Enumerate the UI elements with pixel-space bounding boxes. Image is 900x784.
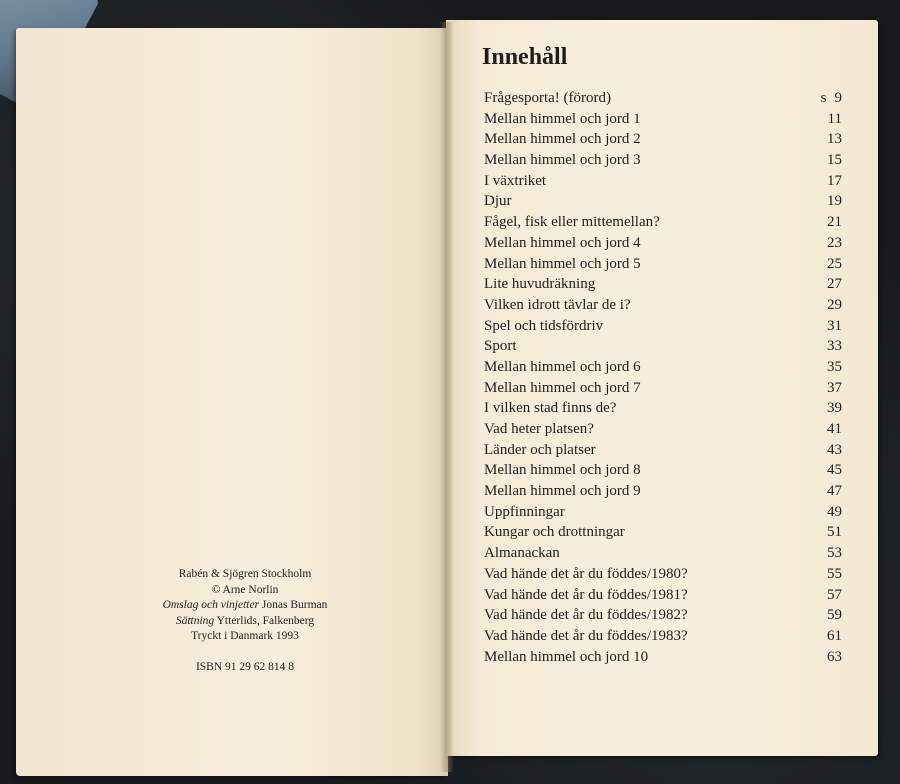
toc-entry-page: [827, 524, 842, 541]
publisher-line: Rabén & Sjögren Stockholm: [178, 568, 312, 580]
toc-page-number: 11: [827, 110, 842, 127]
toc-entry-title: Länder och platser: [484, 441, 596, 458]
toc-page-number: 55: [827, 565, 842, 582]
toc-entry: [484, 524, 842, 545]
typesetting-name: Ytterlids, Falkenberg: [216, 614, 315, 627]
toc-page-number: 21: [827, 214, 842, 231]
toc-entry-title: Mellan himmel och jord 4: [484, 234, 641, 251]
imprint-block: [120, 567, 370, 675]
toc-entry: [484, 152, 842, 173]
toc-title: Innehåll: [482, 44, 568, 70]
typesetting-line: [120, 614, 370, 630]
toc-entry-title: Fågel, fisk eller mittemellan?: [484, 214, 660, 231]
toc-entry-title: Vad hände det år du föddes/1981?: [484, 586, 688, 603]
toc-entry: [484, 421, 842, 442]
toc-entry: [484, 297, 842, 318]
toc-list: [484, 90, 842, 669]
toc-page-number: 13: [827, 131, 842, 148]
isbn-line: ISBN 91 29 62 814 8: [195, 660, 295, 673]
toc-entry: [484, 276, 842, 297]
toc-entry-page: [827, 483, 842, 500]
toc-entry: [484, 235, 842, 256]
toc-page-number: 9: [834, 90, 842, 106]
toc-entry-page: [827, 587, 842, 604]
toc-entry-title: Vad heter platsen?: [484, 421, 594, 437]
toc-entry-page: [827, 297, 842, 314]
toc-entry-page: [821, 90, 842, 107]
toc-entry: [484, 587, 842, 608]
toc-entry: [484, 131, 842, 152]
toc-entry-title: Djur: [484, 193, 512, 210]
toc-entry-title: Almanackan: [484, 545, 560, 562]
toc-entry-page: [827, 214, 842, 231]
toc-entry: [484, 545, 842, 566]
toc-page-number: 47: [827, 483, 842, 500]
toc-entry: [484, 483, 842, 504]
toc-entry: [484, 566, 842, 587]
toc-entry: [484, 338, 842, 359]
toc-entry-page: [827, 256, 842, 273]
toc-entry-page: [827, 380, 842, 397]
toc-entry-title: Mellan himmel och jord 6: [484, 358, 641, 375]
toc-entry-title: Vad hände det år du föddes/1982?: [484, 607, 688, 624]
toc-entry-page: [827, 462, 842, 479]
toc-entry-page: [828, 111, 842, 128]
toc-entry: [484, 256, 842, 277]
toc-entry-page: [827, 421, 842, 438]
toc-page-number: 29: [827, 296, 842, 313]
toc-entry-page: [827, 276, 842, 293]
toc-page-number: 25: [827, 255, 842, 272]
toc-page-number: 37: [827, 379, 842, 396]
toc-entry: [484, 504, 842, 525]
toc-entry: [484, 607, 842, 628]
copyright-line: © Arne Norlin: [211, 583, 279, 596]
toc-page-number: 31: [827, 317, 842, 334]
toc-entry-title: I växtriket: [484, 172, 547, 189]
typesetting-label: Sättning: [175, 614, 215, 627]
toc-entry: [484, 628, 842, 649]
toc-entry-title: Sport: [484, 338, 517, 355]
book-gutter: [440, 22, 454, 772]
toc-page-number: 15: [827, 152, 842, 169]
toc-page-number: 49: [827, 503, 842, 520]
toc-entry-title: Mellan himmel och jord 10: [484, 648, 649, 665]
toc-entry-page: [827, 566, 842, 583]
toc-entry: [484, 462, 842, 483]
toc-entry: [484, 400, 842, 421]
toc-page-number: 35: [827, 358, 842, 375]
printed-line: Tryckt i Danmark 1993: [191, 630, 299, 642]
toc-entry-page: [827, 193, 842, 210]
toc-entry-title: Vilken idrott tävlar de i?: [484, 296, 631, 313]
toc-page-number: 45: [827, 462, 842, 479]
toc-entry-page: [827, 545, 842, 562]
toc-entry-page: [827, 504, 842, 521]
toc-entry-title: Vad hände det år du föddes/1980?: [484, 565, 688, 582]
toc-entry-title: Mellan himmel och jord 5: [484, 255, 641, 272]
toc-page-number: 23: [827, 234, 842, 251]
toc-entry-title: Vad hände det år du föddes/1983?: [484, 627, 688, 644]
toc-entry-page: [827, 649, 842, 666]
toc-entry-title: Lite huvudräkning: [484, 276, 596, 293]
cover-credit-line: [120, 598, 370, 614]
cover-credit-label: Omslag och vinjetter: [162, 599, 260, 611]
toc-entry-page: [827, 131, 842, 148]
toc-page-number: 41: [827, 421, 842, 437]
toc-entry-title: Mellan himmel och jord 1: [484, 110, 641, 127]
toc-entry-title: Mellan himmel och jord 2: [484, 131, 641, 148]
toc-entry: [484, 380, 842, 401]
toc-entry-title: Frågesporta! (förord): [484, 90, 612, 106]
toc-entry: [484, 442, 842, 463]
toc-entry: [484, 649, 842, 670]
toc-entry-title: Mellan himmel och jord 7: [484, 379, 641, 396]
toc-page-number: 27: [827, 276, 842, 293]
toc-entry-title: Uppfinningar: [484, 503, 565, 520]
toc-page-number: 17: [827, 172, 842, 189]
toc-entry-title: I vilken stad finns de?: [484, 400, 617, 417]
toc-page-number: 59: [827, 607, 842, 624]
toc-page-prefix: s: [820, 90, 827, 106]
toc-entry: [484, 90, 842, 111]
toc-entry-page: [827, 628, 842, 645]
toc-entry: [484, 214, 842, 235]
toc-entry-page: [827, 400, 842, 417]
toc-entry-page: [827, 607, 842, 624]
toc-page-number: 63: [827, 648, 842, 665]
cover-credit-name: Jonas Burman: [261, 599, 328, 611]
toc-entry: [484, 318, 842, 339]
toc-entry-title: Mellan himmel och jord 9: [484, 483, 641, 500]
toc-entry: [484, 111, 842, 132]
toc-page-number: 19: [827, 193, 842, 210]
toc-entry: [484, 193, 842, 214]
toc-entry-page: [827, 359, 842, 376]
toc-entry-page: [827, 318, 842, 335]
toc-page-number: 57: [827, 586, 842, 603]
toc-entry-page: [827, 338, 842, 355]
toc-entry-page: [827, 442, 842, 459]
toc-entry-page: [827, 235, 842, 252]
toc-page-number: 39: [827, 400, 842, 417]
toc-entry: [484, 359, 842, 380]
toc-page-number: 53: [827, 545, 842, 562]
toc-entry-page: [827, 152, 842, 169]
toc-entry-page: [827, 173, 842, 190]
toc-page-number: 33: [827, 338, 842, 355]
toc-entry-title: Kungar och drottningar: [484, 524, 625, 541]
toc-entry-title: Mellan himmel och jord 3: [484, 152, 641, 169]
toc-page-number: 61: [827, 627, 842, 644]
toc-page-number: 51: [827, 524, 842, 541]
toc-entry-title: Mellan himmel och jord 8: [484, 462, 641, 479]
toc-entry: [484, 173, 842, 194]
toc-page-number: 43: [827, 441, 842, 458]
toc-entry-title: Spel och tidsfördriv: [484, 317, 604, 334]
